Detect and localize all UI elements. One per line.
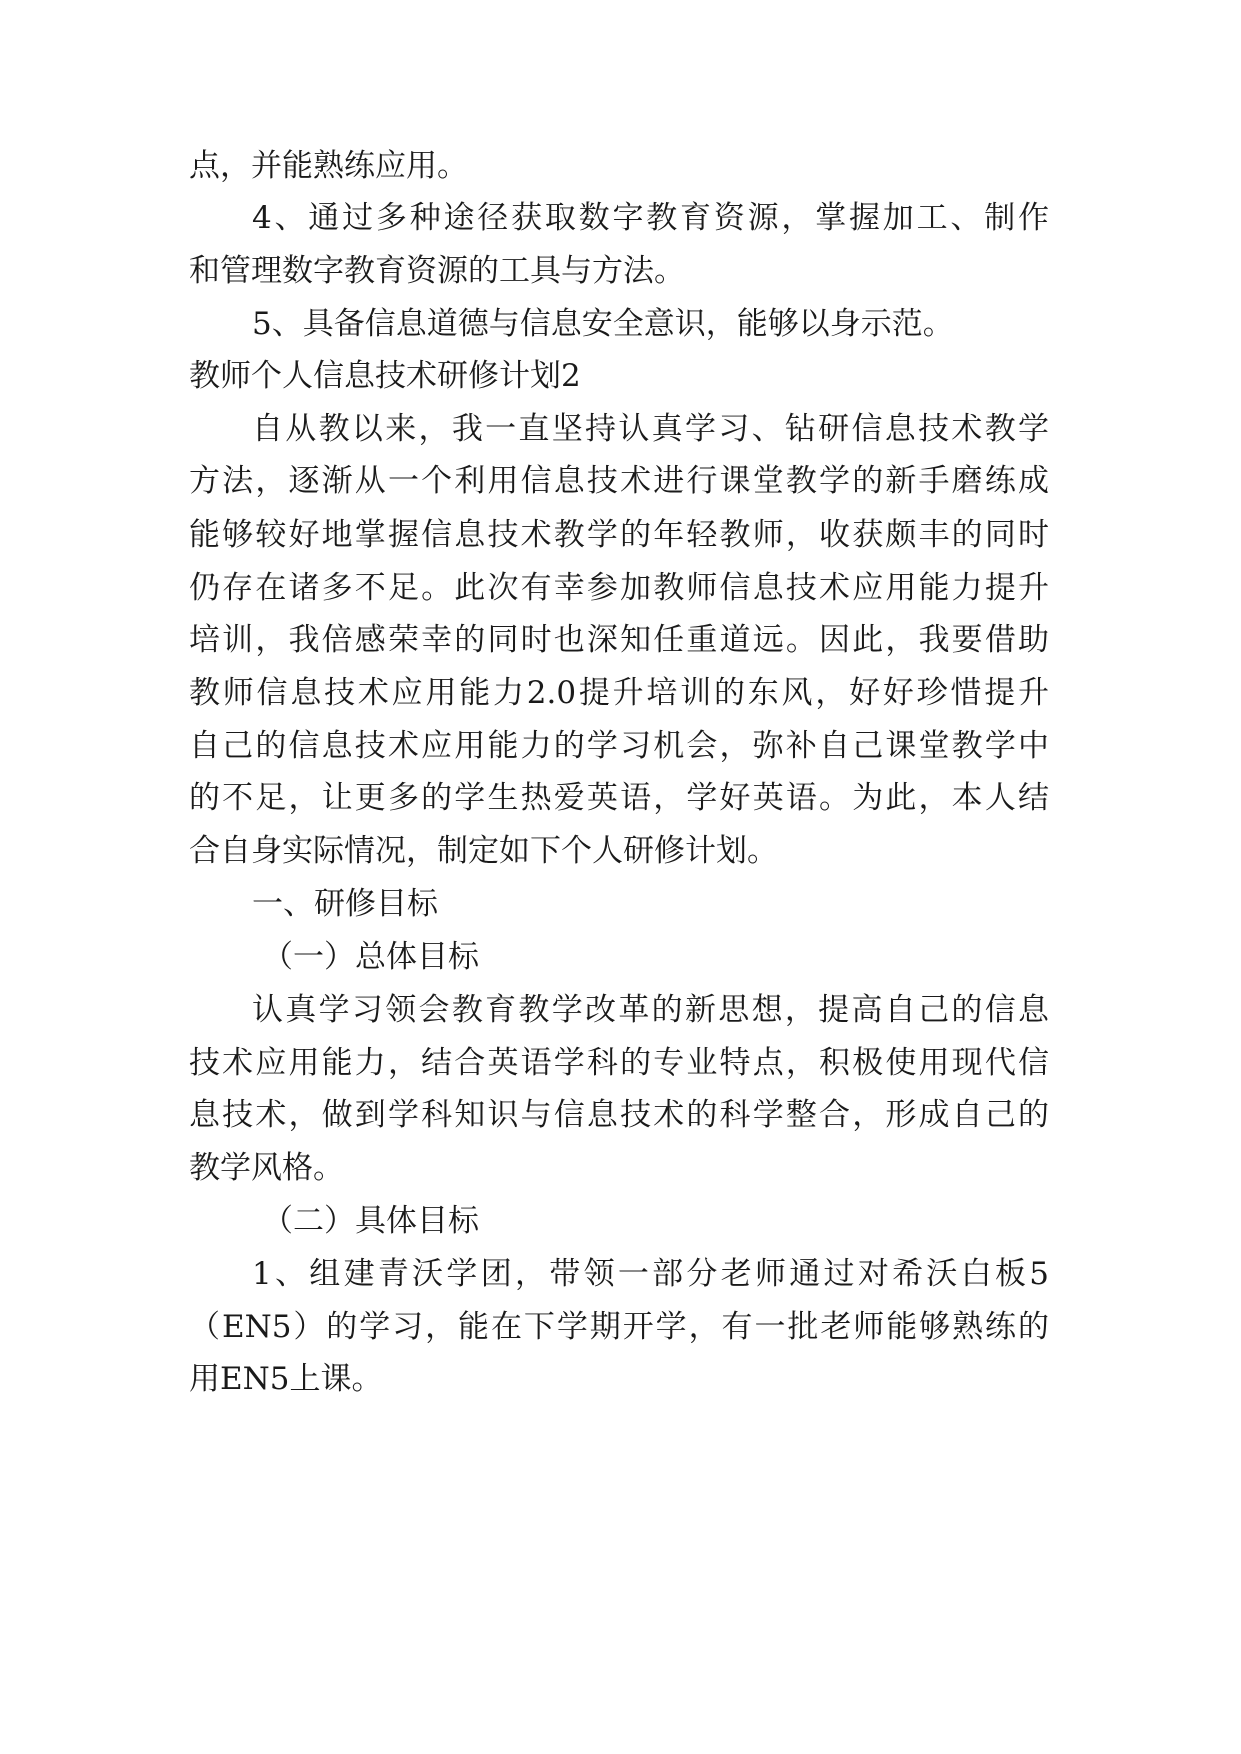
text-line: 息技术，做到学科知识与信息技术的科学整合，形成自己的 [189,1097,1049,1133]
text-line: 仍存在诸多不足。此次有幸参加教师信息技术应用能力提升 [189,570,1049,606]
text-line: 自从教以来，我一直坚持认真学习、钻研信息技术教学 [252,411,1049,447]
text-line: 合自身实际情况，制定如下个人研修计划。 [189,833,778,869]
text-line: 1、组建青沃学团，带领一部分老师通过对希沃白板5 [252,1256,1049,1292]
text-line: 点，并能熟练应用。 [189,148,468,184]
text-line: 和管理数字教育资源的工具与方法。 [189,253,685,289]
subsection-heading: （二）具体目标 [262,1203,479,1239]
text-line: 能够较好地掌握信息技术教学的年轻教师，收获颇丰的同时 [189,517,1049,553]
text-line: 方法，逐渐从一个利用信息技术进行课堂教学的新手磨练成 [189,463,1049,499]
text-line: 认真学习领会教育教学改革的新思想，提高自己的信息 [252,992,1049,1028]
text-line: 用EN5上课。 [189,1361,383,1397]
subsection-heading: （一）总体目标 [262,939,479,975]
text-line: 的不足，让更多的学生热爱英语，学好英语。为此，本人结 [189,780,1049,816]
text-line: 教师信息技术应用能力2.0提升培训的东风，好好珍惜提升 [189,675,1049,711]
subsection-heading: 一、研修目标 [252,886,438,922]
text-line: （EN5）的学习，能在下学期开学，有一批老师能够熟练的 [189,1309,1049,1345]
text-line: 4、通过多种途径获取数字教育资源，掌握加工、制作 [252,200,1049,236]
section-heading: 教师个人信息技术研修计划2 [189,358,581,394]
text-line: 5、具备信息道德与信息安全意识，能够以身示范。 [252,306,954,342]
text-line: 培训，我倍感荣幸的同时也深知任重道远。因此，我要借助 [189,622,1049,658]
text-line: 教学风格。 [189,1150,344,1186]
text-line: 技术应用能力，结合英语学科的专业特点，积极使用现代信 [189,1045,1049,1081]
text-line: 自己的信息技术应用能力的学习机会，弥补自己课堂教学中 [189,728,1049,764]
